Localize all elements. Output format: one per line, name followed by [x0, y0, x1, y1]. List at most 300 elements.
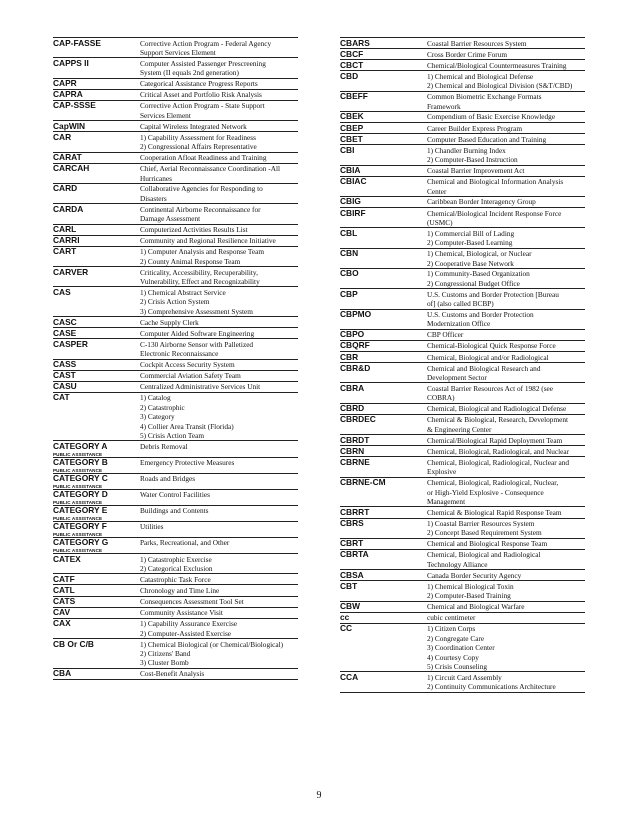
- definition-line: Development Sector: [427, 373, 487, 383]
- definition: [138, 132, 298, 151]
- definition-line: Chemical, Biological, Radiological, Nuclear and: [427, 457, 570, 467]
- definition-line: Chemical & Biological Rapid Response Team: [427, 507, 562, 517]
- definition: [138, 474, 298, 489]
- definition-line: C-130 Airborne Sensor with Palletized: [140, 339, 254, 349]
- acronym: [340, 289, 425, 308]
- acronym: [340, 435, 425, 445]
- definition-line: Chemical-Biological Quick Response Force: [427, 341, 556, 351]
- glossary-entry: [53, 441, 298, 457]
- definition-line: Computerized Activities Results List: [140, 225, 248, 235]
- definition-line: Continental Airborne Reconnaissance for: [140, 204, 261, 214]
- definition-line: 1) Catalog: [140, 393, 171, 403]
- definition-line: 5) Crisis Counseling: [427, 661, 487, 671]
- acronym-text: CATEGORY C: [53, 473, 108, 484]
- definition: [138, 574, 298, 584]
- acronym-text: CARL: [53, 224, 77, 235]
- definition: [425, 310, 585, 329]
- acronym-text: CBPMO: [340, 309, 372, 320]
- acronym: [53, 287, 138, 316]
- acronym: [53, 490, 138, 505]
- definition-line: CBP Officer: [427, 330, 464, 340]
- definition-line: Cockpit Access Security System: [140, 360, 235, 370]
- definition-line: Chemical, Biological, Radiological, and Nuclear: [427, 446, 570, 456]
- definition-line: Consequences Assessment Tool Set: [140, 597, 244, 607]
- definition-line: Chemical & Biological, Research, Development: [427, 415, 569, 425]
- acronym: [53, 360, 138, 370]
- glossary-entry: [53, 474, 298, 490]
- definition-line: & Engineering Center: [427, 424, 492, 434]
- acronym: [340, 71, 425, 90]
- glossary-entry: [340, 363, 585, 383]
- acronym: [53, 393, 138, 441]
- acronym: [53, 79, 138, 89]
- definition: [425, 383, 585, 402]
- definition-line: or High-Yield Explosive - Consequence: [427, 487, 544, 497]
- acronym: [53, 474, 138, 489]
- acronym-text: CBI: [340, 145, 355, 155]
- definition: [425, 145, 585, 164]
- acronym-text: CARAT: [53, 152, 82, 163]
- glossary-entry: [340, 37, 585, 49]
- glossary-column-left: [53, 37, 298, 680]
- glossary-entry: [340, 478, 585, 508]
- glossary-entry: [340, 613, 585, 624]
- glossary-entry: [340, 145, 585, 165]
- definition-line: 2) Chemical and Biological Division (S&T/CBD): [427, 81, 573, 91]
- acronym-text: CCA: [340, 672, 359, 682]
- glossary-entry: [53, 79, 298, 90]
- glossary-entry: [340, 123, 585, 134]
- acronym-text: CBRT: [340, 538, 364, 549]
- acronym-text: CBT: [340, 581, 358, 591]
- definition: [138, 382, 298, 392]
- definition-line: 2) Citizens' Band: [140, 648, 191, 658]
- definition-line: 1) Chemical Biological Toxin: [427, 581, 514, 591]
- glossary-entry: [53, 574, 298, 585]
- glossary-entry: [340, 92, 585, 112]
- definition: [425, 330, 585, 340]
- definition: [425, 550, 585, 569]
- acronym: [340, 341, 425, 351]
- definition-line: 1) Capability Assurance Exercise: [140, 619, 238, 629]
- acronym: [340, 49, 425, 59]
- acronym: [340, 363, 425, 382]
- definition: [425, 363, 585, 382]
- acronym: [340, 38, 425, 48]
- acronym: [53, 247, 138, 266]
- definition: [425, 289, 585, 308]
- glossary-entry: [340, 352, 585, 363]
- glossary-entry: [53, 37, 298, 58]
- acronym: [340, 112, 425, 122]
- acronym: [53, 90, 138, 100]
- glossary-entry: [53, 164, 298, 184]
- page-number: 9: [316, 790, 322, 801]
- definition: [138, 371, 298, 381]
- definition: [138, 153, 298, 163]
- acronym-text: CBIG: [340, 196, 361, 207]
- definition-line: (USMC): [427, 217, 453, 227]
- definition-line: 2) Computer-Based Instruction: [427, 155, 518, 165]
- acronym: [340, 228, 425, 247]
- acronym: [340, 208, 425, 227]
- definition: [425, 112, 585, 122]
- definition: [425, 415, 585, 434]
- definition-line: Capital Wireless Integrated Network: [140, 121, 247, 131]
- definition: [425, 123, 585, 133]
- definition: [425, 570, 585, 580]
- glossary-entry: [340, 341, 585, 352]
- definition-line: 1) Chemical and Biological Defense: [427, 71, 534, 81]
- definition-line: Chemical, Biological, Radiological, Nuclear,: [427, 478, 559, 488]
- definition-line: 1) Circuit Card Assembly: [427, 672, 502, 682]
- definition: [138, 101, 298, 120]
- definition: [425, 269, 585, 288]
- glossary-entry: [53, 619, 298, 639]
- acronym-text: CATS: [53, 596, 76, 607]
- acronym-text: CATF: [53, 574, 75, 584]
- definition-line: Water Control Facilities: [140, 490, 210, 500]
- acronym: [340, 519, 425, 538]
- definition: [138, 38, 298, 57]
- definition-line: 3) Category: [140, 412, 175, 422]
- glossary-entry: [340, 602, 585, 613]
- definition-line: Chemical/Biological Incident Response Force: [427, 208, 562, 218]
- acronym: [53, 441, 138, 456]
- definition-line: Framework: [427, 101, 461, 111]
- definition: [138, 490, 298, 505]
- acronym-text: CAPRA: [53, 89, 83, 100]
- acronym: [53, 132, 138, 151]
- glossary-entry: [53, 393, 298, 442]
- acronym: [53, 382, 138, 392]
- glossary-entry: [53, 669, 298, 680]
- glossary-entry: [340, 404, 585, 415]
- definition-line: Explosive: [427, 467, 457, 477]
- glossary-entry: [340, 269, 585, 289]
- definition-line: Community and Regional Resilience Initiative: [140, 236, 276, 246]
- acronym: [53, 458, 138, 473]
- acronym-text: CBRA: [340, 383, 365, 393]
- glossary-entry: [340, 624, 585, 673]
- definition: [425, 249, 585, 268]
- glossary-entry: [53, 371, 298, 382]
- glossary-entry: [340, 197, 585, 208]
- definition: [425, 228, 585, 247]
- acronym: [340, 624, 425, 672]
- definition-line: Centralized Administrative Services Unit: [140, 382, 261, 392]
- definition-line: Computer Based Education and Training: [427, 134, 547, 144]
- acronym: [340, 550, 425, 569]
- definition-line: Electronic Reconnaissance: [140, 349, 219, 359]
- glossary-entry: [340, 60, 585, 71]
- acronym-text: CARRI: [53, 235, 80, 246]
- definition-line: Catastrophic Task Force: [140, 574, 211, 584]
- glossary-entry: [340, 166, 585, 177]
- acronym-text: CASE: [53, 328, 77, 338]
- definition: [138, 90, 298, 100]
- acronym-text: CBN: [340, 248, 359, 259]
- glossary-entry: [53, 204, 298, 224]
- acronym: [53, 371, 138, 381]
- definition: [425, 352, 585, 362]
- acronym-text: CBRS: [340, 518, 364, 528]
- acronym-text: CATEGORY F: [53, 521, 107, 532]
- acronym-text: CAV: [53, 607, 71, 618]
- glossary-entry: [53, 153, 298, 164]
- definition: [425, 208, 585, 227]
- definition: [138, 538, 298, 553]
- glossary-entry: [53, 267, 298, 287]
- acronym: [340, 249, 425, 268]
- acronym-category-note: PUBLIC ASSISTANCE: [53, 531, 103, 537]
- definition: [425, 71, 585, 90]
- definition: [138, 669, 298, 679]
- glossary-entry: [340, 49, 585, 60]
- glossary-entry: [53, 121, 298, 132]
- acronym-category-note: PUBLIC ASSISTANCE: [53, 467, 103, 473]
- acronym-text: cc: [340, 612, 350, 623]
- acronym-text: CBRTA: [340, 549, 369, 560]
- acronym-text: CAP-SSSE: [53, 100, 96, 111]
- glossary-entry: [53, 317, 298, 328]
- definition: [425, 478, 585, 507]
- definition-line: Hurricanes: [140, 173, 173, 183]
- acronym-text: CBA: [53, 668, 72, 679]
- definition-line: Damage Assessment: [140, 214, 201, 224]
- definition-line: Chemical and Biological Information Analysis: [427, 177, 564, 187]
- definition: [138, 339, 298, 358]
- definition-line: Buildings and Contents: [140, 506, 209, 516]
- definition-line: 3) Comprehensive Assessment System: [140, 306, 253, 316]
- glossary-entry: [53, 328, 298, 339]
- glossary-entry: [53, 608, 298, 619]
- definition-line: Debris Removal: [140, 441, 188, 451]
- definition: [138, 441, 298, 456]
- definition-line: Collaborative Agencies for Responding to: [140, 184, 263, 194]
- acronym: [53, 554, 138, 573]
- glossary-entry: [53, 339, 298, 359]
- definition-line: Chemical, Biological and/or Radiological: [427, 352, 549, 362]
- acronym-text: CATEX: [53, 554, 81, 564]
- definition-line: Career Builder Express Program: [427, 123, 523, 133]
- acronym: [53, 328, 138, 338]
- glossary-entry: [340, 249, 585, 269]
- acronym-text: CBRDT: [340, 435, 370, 445]
- acronym: [340, 457, 425, 476]
- glossary-entry: [340, 208, 585, 228]
- acronym-text: CBL: [340, 228, 358, 238]
- acronym: [340, 123, 425, 133]
- definition-line: cubic centimeter: [427, 613, 476, 623]
- definition: [138, 360, 298, 370]
- definition: [138, 608, 298, 618]
- glossary-entry: [340, 310, 585, 330]
- definition: [138, 79, 298, 89]
- acronym: [340, 92, 425, 111]
- acronym: [53, 339, 138, 358]
- definition-line: Critical Asset and Portfolio Risk Analysis: [140, 90, 262, 100]
- glossary-entry: [53, 490, 298, 506]
- definition-line: Chronology and Time Line: [140, 585, 220, 595]
- acronym-text: CART: [53, 246, 77, 257]
- acronym: [53, 267, 138, 286]
- definition-line: Roads and Bridges: [140, 474, 196, 484]
- definition-line: Cost-Benefit Analysis: [140, 669, 205, 679]
- acronym: [340, 330, 425, 340]
- glossary-entry: [53, 90, 298, 101]
- glossary-entry: [53, 225, 298, 236]
- acronym-text: CASU: [53, 381, 77, 392]
- acronym-category-note: PUBLIC ASSISTANCE: [53, 483, 103, 489]
- glossary-entry: [53, 236, 298, 247]
- glossary-entry: [53, 522, 298, 538]
- definition-line: Management: [427, 497, 466, 506]
- definition-line: Vulnerability, Effect and Recognizability: [140, 276, 260, 286]
- definition-line: 1) Chemical, Biological, or Nuclear: [427, 249, 532, 259]
- definition-line: 3) Cluster Bomb: [140, 658, 189, 668]
- glossary-entry: [53, 247, 298, 267]
- glossary-entry: [53, 585, 298, 596]
- definition-line: 2) Congressional Budget Office: [427, 278, 520, 288]
- glossary-column-right: [340, 37, 585, 693]
- glossary-entry: [340, 435, 585, 446]
- acronym: [340, 602, 425, 612]
- definition-line: Cross Border Crime Forum: [427, 49, 508, 59]
- definition: [138, 184, 298, 203]
- glossary-entry: [340, 446, 585, 457]
- definition: [138, 236, 298, 246]
- acronym-text: CARVER: [53, 267, 89, 277]
- glossary-entry: [340, 177, 585, 197]
- definition-line: 4) Collier Area Transit (Florida): [140, 421, 234, 431]
- definition-line: Coastal Barrier Resources System: [427, 38, 527, 48]
- definition-line: Chemical and Biological Response Team: [427, 539, 548, 549]
- acronym: [340, 478, 425, 507]
- definition-line: Computer Assisted Passenger Prescreening: [140, 58, 266, 68]
- definition: [425, 602, 585, 612]
- glossary-entry: [340, 672, 585, 692]
- definition: [425, 446, 585, 456]
- acronym-text: CBPO: [340, 329, 365, 340]
- acronym-text: CC: [340, 623, 353, 634]
- acronym-text: CATEGORY B: [53, 457, 108, 467]
- definition: [138, 619, 298, 638]
- acronym-text: CAST: [53, 370, 76, 381]
- definition-line: 2) Catastrophic: [140, 402, 185, 412]
- acronym-text: CBIAC: [340, 176, 367, 187]
- definition: [138, 585, 298, 595]
- acronym: [53, 184, 138, 203]
- acronym: [340, 672, 425, 691]
- acronym-text: CBET: [340, 134, 363, 144]
- definition: [425, 672, 585, 691]
- acronym-text: CASC: [53, 317, 77, 327]
- glossary-entry: [340, 539, 585, 550]
- glossary-entry: [53, 287, 298, 317]
- acronym: [340, 197, 425, 207]
- definition-line: Chemical and Biological Research and: [427, 363, 541, 373]
- definition-line: of] (also called BCBP): [427, 299, 494, 309]
- definition-line: Commercial Aviation Safety Team: [140, 371, 241, 381]
- definition: [425, 507, 585, 517]
- glossary-entry: [53, 639, 298, 669]
- definition-line: 1) Commercial Bill of Lading: [427, 228, 515, 238]
- definition-line: Chemical, Biological and Radiological Defense: [427, 404, 567, 414]
- definition: [138, 328, 298, 338]
- definition-line: Cooperation Afloat Readiness and Training: [140, 153, 267, 163]
- definition-line: Modernization Office: [427, 319, 491, 329]
- definition-line: Utilities: [140, 522, 164, 532]
- acronym: [53, 153, 138, 163]
- acronym-text: CARDA: [53, 204, 84, 214]
- acronym-text: CAP-FASSE: [53, 38, 101, 48]
- definition: [138, 204, 298, 223]
- definition-line: Chemical/Biological Countermeasures Training: [427, 60, 567, 70]
- acronym: [340, 581, 425, 600]
- acronym-text: CAPR: [53, 78, 77, 89]
- acronym-category-note: PUBLIC ASSISTANCE: [53, 451, 103, 457]
- definition-line: Support Services Element: [140, 47, 216, 57]
- definition-line: 1) Chemical Abstract Service: [140, 287, 226, 297]
- acronym-text: CBEP: [340, 123, 364, 133]
- acronym-text: CB Or C/B: [53, 639, 94, 649]
- definition: [425, 166, 585, 176]
- definition-line: Chemical and Biological Warfare: [427, 602, 525, 612]
- definition-line: 2) Computer-Based Learning: [427, 238, 513, 248]
- acronym-text: CAT: [53, 392, 70, 403]
- definition: [138, 58, 298, 77]
- definition-line: 1) Chemical Biological (or Chemical/Biological): [140, 639, 284, 649]
- acronym: [53, 317, 138, 327]
- acronym-text: CAPPS II: [53, 58, 89, 68]
- definition: [138, 121, 298, 131]
- acronym-text: CBIRF: [340, 208, 366, 218]
- definition: [138, 458, 298, 473]
- glossary-entry: [53, 597, 298, 608]
- definition: [425, 134, 585, 144]
- acronym-text: CARD: [53, 183, 78, 194]
- acronym-text: CATEGORY A: [53, 441, 108, 451]
- definition-line: Coastal Barrier Resources Act of 1982 (see: [427, 383, 554, 393]
- definition-line: Common Biometric Exchange Formats: [427, 92, 542, 102]
- acronym: [340, 352, 425, 362]
- definition-line: 2) Cooperative Base Network: [427, 258, 514, 268]
- glossary-entry: [53, 506, 298, 522]
- acronym-text: CBRNE: [340, 457, 370, 467]
- definition: [425, 49, 585, 59]
- definition-line: 2) Computer-Assisted Exercise: [140, 628, 232, 638]
- definition-line: U.S. Customs and Border Protection: [427, 310, 534, 320]
- definition: [425, 177, 585, 196]
- definition: [425, 435, 585, 445]
- definition-line: Canada Border Security Agency: [427, 570, 522, 580]
- acronym: [340, 60, 425, 70]
- acronym: [340, 446, 425, 456]
- definition-line: System (II equals 2nd generation): [140, 68, 239, 78]
- acronym: [53, 574, 138, 584]
- definition: [425, 404, 585, 414]
- acronym-text: CARCAH: [53, 163, 90, 174]
- acronym: [53, 506, 138, 521]
- definition-line: Chemical, Biological and Radiological: [427, 550, 541, 560]
- acronym-text: CASS: [53, 359, 77, 370]
- definition-line: Categorical Assistance Progress Reports: [140, 79, 258, 89]
- acronym: [340, 166, 425, 176]
- definition: [138, 522, 298, 537]
- definition-line: Computer Aided Software Engineering: [140, 328, 255, 338]
- acronym: [340, 383, 425, 402]
